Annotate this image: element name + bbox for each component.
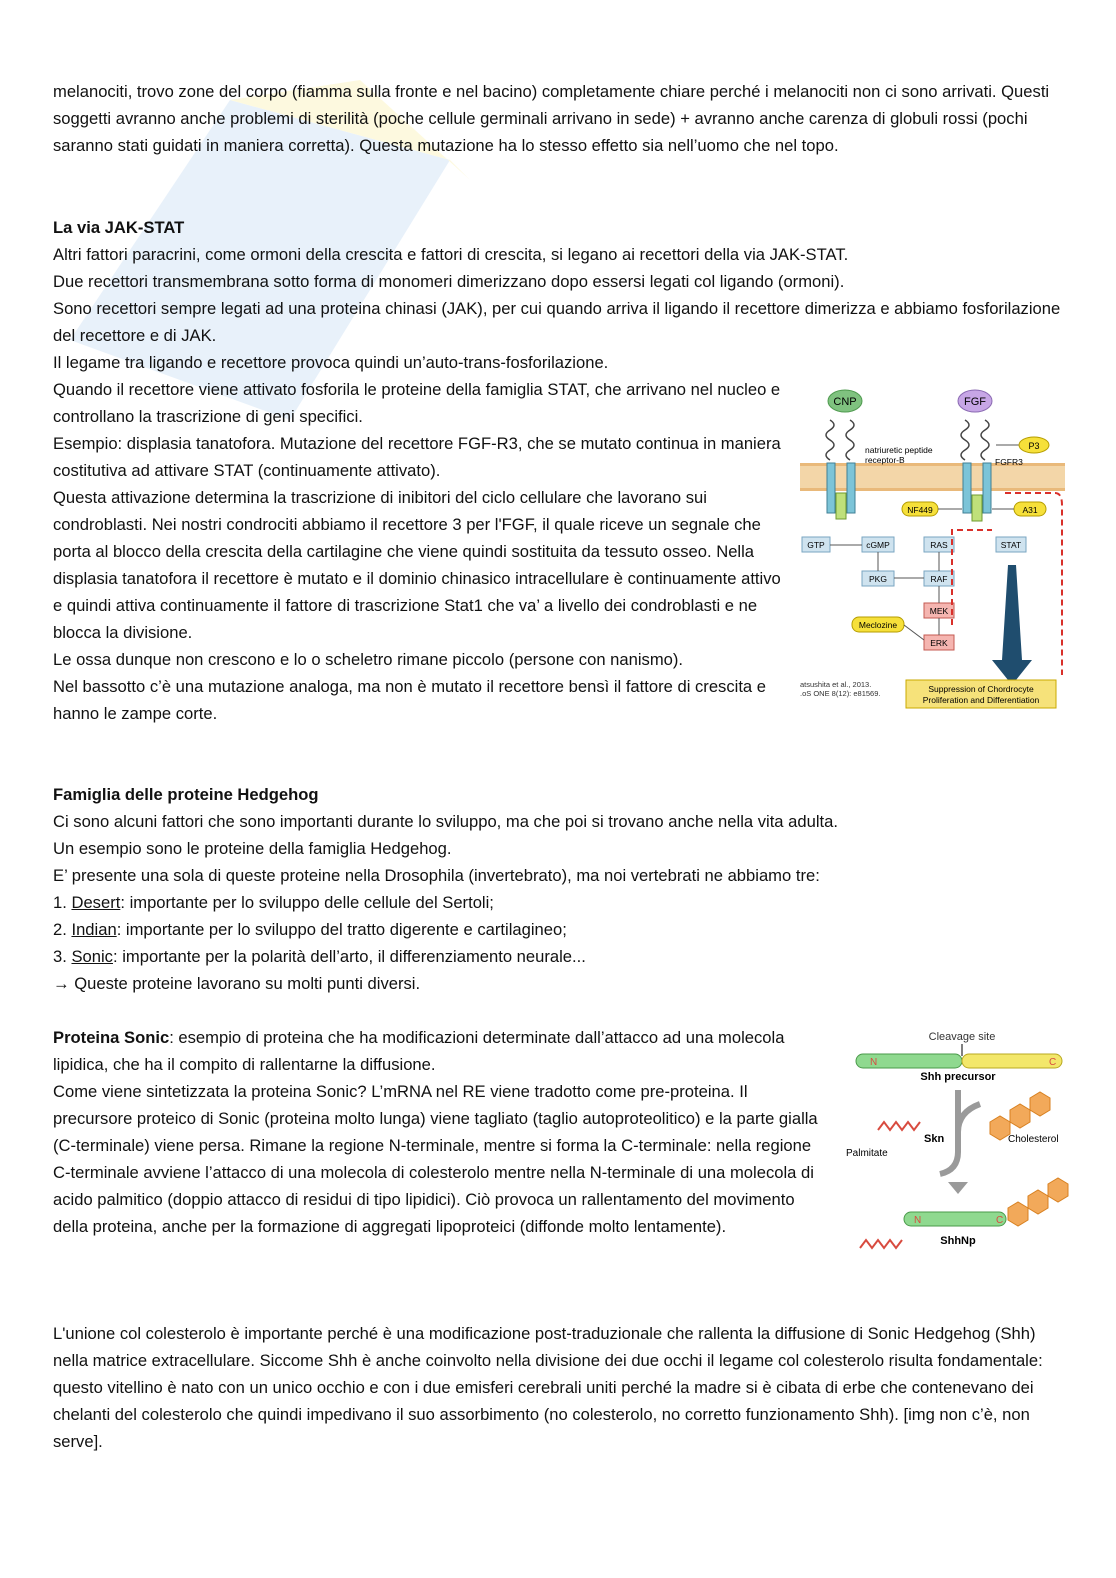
jak-paragraph-5: Quando il recettore viene attivato fosforila le proteine della famiglia STAT, che arrivano nel nucleo e controllano la trascrizione di geni specifici. <box>53 380 781 426</box>
precursor-c-domain <box>962 1054 1062 1068</box>
shh-processing-figure <box>840 1022 1085 1262</box>
sonic-description: : importante per la polarità dell’arto, il differenziamento neurale... <box>112 947 586 966</box>
hedgehog-paragraph-3: E’ presente una sola di queste proteine nella Drosophila (invertebrato), ma noi vertebrati ne abbiamo tre: <box>53 866 820 885</box>
nf449-label: NF449 <box>907 505 933 515</box>
shhnp-label: ShhNp <box>940 1235 976 1247</box>
fgfr3-kinase <box>972 495 982 521</box>
stat-label: STAT <box>1000 540 1022 550</box>
precursor-n-label: N <box>870 1057 878 1068</box>
sonic-paragraph-1 <box>53 1024 823 1078</box>
suppression-label-2: Proliferation and Differentiation <box>922 695 1040 705</box>
hedgehog-paragraph-1: Ci sono alcuni fattori che sono importanti durante lo sviluppo, ma che poi si trovano anche nella vita adulta. <box>53 812 838 831</box>
intro-paragraph: melanociti, trovo zone del corpo (fiamma sulla fronte e nel bacino) completamente chiare perché i melanociti non ci sono arrivati. Questi soggetti avranno anche problemi di sterilità (poche cellule germinali arrivano in sede) + avranno anche carenza di globuli rossi (pochi saranno stati guidati in maniera corretta). Questa mutazione ha lo stesso effetto sia nell’uomo che nel topo. <box>53 82 1050 155</box>
shh-precursor-label: Shh precursor <box>920 1071 996 1083</box>
cholesterol-ring-1 <box>990 1116 1010 1140</box>
p3-label: P3 <box>1028 441 1040 451</box>
jak-paragraph-8: Le ossa dunque non crescono e lo o scheletro rimane piccolo (persone con nanismo). <box>53 650 684 669</box>
gtp-label: GTP <box>807 540 825 550</box>
cgmp-label: cGMP <box>866 540 890 550</box>
palmitate-label: Palmitate <box>846 1148 888 1159</box>
cholesterol-paragraph: L'unione col colesterolo è importante perché è una modificazione post-traduzionale che rallenta la diffusione di Sonic Hedgehog (Shh) nella matrice extracellulare. Siccome Shh è anche coinvolto nella divisione dei due occhi il legame col colesterolo risulta fondamentale: questo vitellino è nato con un unico occhio e con i due emisferi cerebrali uniti perché la madre si è cibata di erbe che contenevano dei chelanti del colesterolo che quindi impedivano il suo assorbimento (no colesterolo, no corretto funzionamento Shh). [img non c’è, non serve]. <box>53 1324 1043 1451</box>
fgf-label: FGF <box>964 396 986 408</box>
membrane-band <box>800 463 1065 491</box>
sonic-term: Sonic <box>71 947 113 966</box>
a31-label: A31 <box>1022 505 1038 515</box>
desert-term: Desert <box>71 893 121 912</box>
ras-label: RAS <box>930 540 948 550</box>
shhnp-c-label: C <box>996 1215 1004 1226</box>
hedgehog-paragraph-2: Un esempio sono le proteine della famiglia Hedgehog. <box>53 839 452 858</box>
meclozine-inhibition <box>904 625 924 640</box>
shhnp-cholesterol-1 <box>1008 1202 1028 1226</box>
list-number: 1. <box>53 893 67 912</box>
erk-label: ERK <box>930 638 948 648</box>
processing-arrow-branch <box>958 1104 980 1132</box>
conclusion-text: Queste proteine lavorano su molti punti diversi. <box>74 974 421 993</box>
npr-b-extracellular-right <box>846 420 854 460</box>
sonic-lead-term: Proteina Sonic <box>53 1028 170 1047</box>
fgfr3-tm-left <box>963 463 971 513</box>
sonic-paragraph-2: Come viene sintetizzata la proteina Sonic? L’mRNA nel RE viene tradotto come pre-proteina. Il precursore proteico di Sonic (proteina molto lunga) viene tagliato (taglio autoproteolitico) e la parte gialla (C-terminale) viene persa. Rimane la regione N-terminale, mentre si forma la C-terminale: nella regione C-terminale avviene l’attacco di una molecola di colesterolo mentre nella N-terminale di una molecola di acido palmitico (doppio attacco di residui di tipo lipidici). Ciò provoca un rallentamento del movimento della proteina, anche per la formazione di aggregati lipoproteici (diffonde molto lentamente). <box>53 1082 818 1236</box>
desert-description: : importante per lo sviluppo delle cellule del Sertoli; <box>120 893 494 912</box>
indian-term: Indian <box>71 920 117 939</box>
citation-line-1: atsushita et al., 2013. <box>800 680 872 689</box>
fgfr3-signaling-figure <box>800 385 1065 715</box>
cleavage-site-label: Cleavage site <box>928 1031 996 1043</box>
jak-paragraph-1: Altri fattori paracrini, come ormoni della crescita e fattori di crescita, si legano ai recettori della via JAK-STAT. <box>53 245 849 264</box>
list-number: 3. <box>53 947 67 966</box>
shhnp-cholesterol-2 <box>1028 1190 1048 1214</box>
jak-paragraph-7: Questa attivazione determina la trascrizione di inibitori del ciclo cellulare che lavorano sui condroblasti. Nei nostri condrociti abbiamo il recettore 3 per l'FGF, il quale riceve un segnale che porta al blocco della crescita della cartilagine che viene quindi sostituita da tessuto osseo. Nella displasia tanatofora il recettore è mutato e il dominio chinasico intracellulare è continuamente attivo e quindi attiva continuamente il fattore di trascrizione Stat1 che va’ a livello dei condroblasti e ne blocca la divisione. <box>53 488 781 642</box>
processing-arrowhead <box>948 1182 968 1194</box>
list-number: 2. <box>53 920 67 939</box>
cholesterol-label: Cholesterol <box>1008 1134 1059 1145</box>
hedgehog-conclusion <box>53 970 1065 997</box>
citation-line-2: .oS ONE 8(12): e81569. <box>800 689 881 698</box>
jak-paragraph-4: Il legame tra ligando e recettore provoca quindi un’auto-trans-fosforilazione. <box>53 353 609 372</box>
precursor-c-label: C <box>1049 1057 1057 1068</box>
jak-paragraph-6: Esempio: displasia tanatofora. Mutazione del recettore FGF-R3, che se mutato continua in maniera costitutiva ad attivare STAT (continuamente attivato). <box>53 434 781 480</box>
cholesterol-ring-3 <box>1030 1092 1050 1116</box>
indian-description: : importante per lo sviluppo del tratto digerente e cartilagineo; <box>116 920 567 939</box>
membrane-inner <box>800 488 1065 491</box>
npr-b-kinase <box>836 493 846 519</box>
npr-b-tm-left <box>827 463 835 513</box>
raf-label: RAF <box>930 574 948 584</box>
cnp-label: CNP <box>833 396 857 408</box>
jak-paragraph-2: Due recettori transmembrana sotto forma di monomeri dimerizzano dopo essersi legati col ligando (ormoni). <box>53 272 845 291</box>
mek-label: MEK <box>929 606 949 616</box>
arrow-icon: → <box>53 974 70 993</box>
cholesterol-ring-2 <box>1010 1104 1030 1128</box>
npr-label-2: receptor-B <box>865 455 905 465</box>
shhnp-palmitate <box>860 1240 902 1248</box>
jak-paragraph-3: Sono recettori sempre legati ad una proteina chinasi (JAK), per cui quando arriva il ligando il recettore dimerizza e abbiamo fosforilazione del recettore e di JAK. <box>53 299 1061 345</box>
npr-b-tm-right <box>847 463 855 513</box>
jak-stat-heading: La via JAK-STAT <box>53 218 185 237</box>
pkg-label: PKG <box>869 574 887 584</box>
skn-label: Skn <box>924 1133 945 1145</box>
membrane-outer <box>800 463 1065 466</box>
npr-label-1: natriuretic peptide <box>865 445 933 455</box>
fgfr3-extracellular-left <box>961 420 969 460</box>
downstream-arrow <box>992 565 1032 685</box>
fgfr3-tm-right <box>983 463 991 513</box>
list-item-sonic <box>53 943 1065 970</box>
suppression-label-1: Suppression of Chordrocyte <box>928 684 1034 694</box>
shhnp-cholesterol-3 <box>1048 1178 1068 1202</box>
fgfr3-extracellular-right <box>981 420 989 460</box>
jak-paragraph-9: Nel bassotto c’è una mutazione analoga, ma non è mutato il recettore bensì il fattore di crescita e hanno le zampe corte. <box>53 677 767 723</box>
sonic-lead-text: : esempio di proteina che ha modificazioni determinate dall’attacco ad una molecola lipidica, che ha il compito di rallentarne la diffusione. <box>53 1028 785 1074</box>
list-item-desert <box>53 889 1065 916</box>
meclozine-label: Meclozine <box>858 620 898 630</box>
fgfr3-label: FGFR3 <box>995 457 1023 467</box>
npr-b-extracellular-left <box>826 420 834 460</box>
list-item-indian <box>53 916 1065 943</box>
hedgehog-heading: Famiglia delle proteine Hedgehog <box>53 785 319 804</box>
palmitate-chain <box>878 1122 920 1130</box>
shhnp-n-label: N <box>914 1215 922 1226</box>
